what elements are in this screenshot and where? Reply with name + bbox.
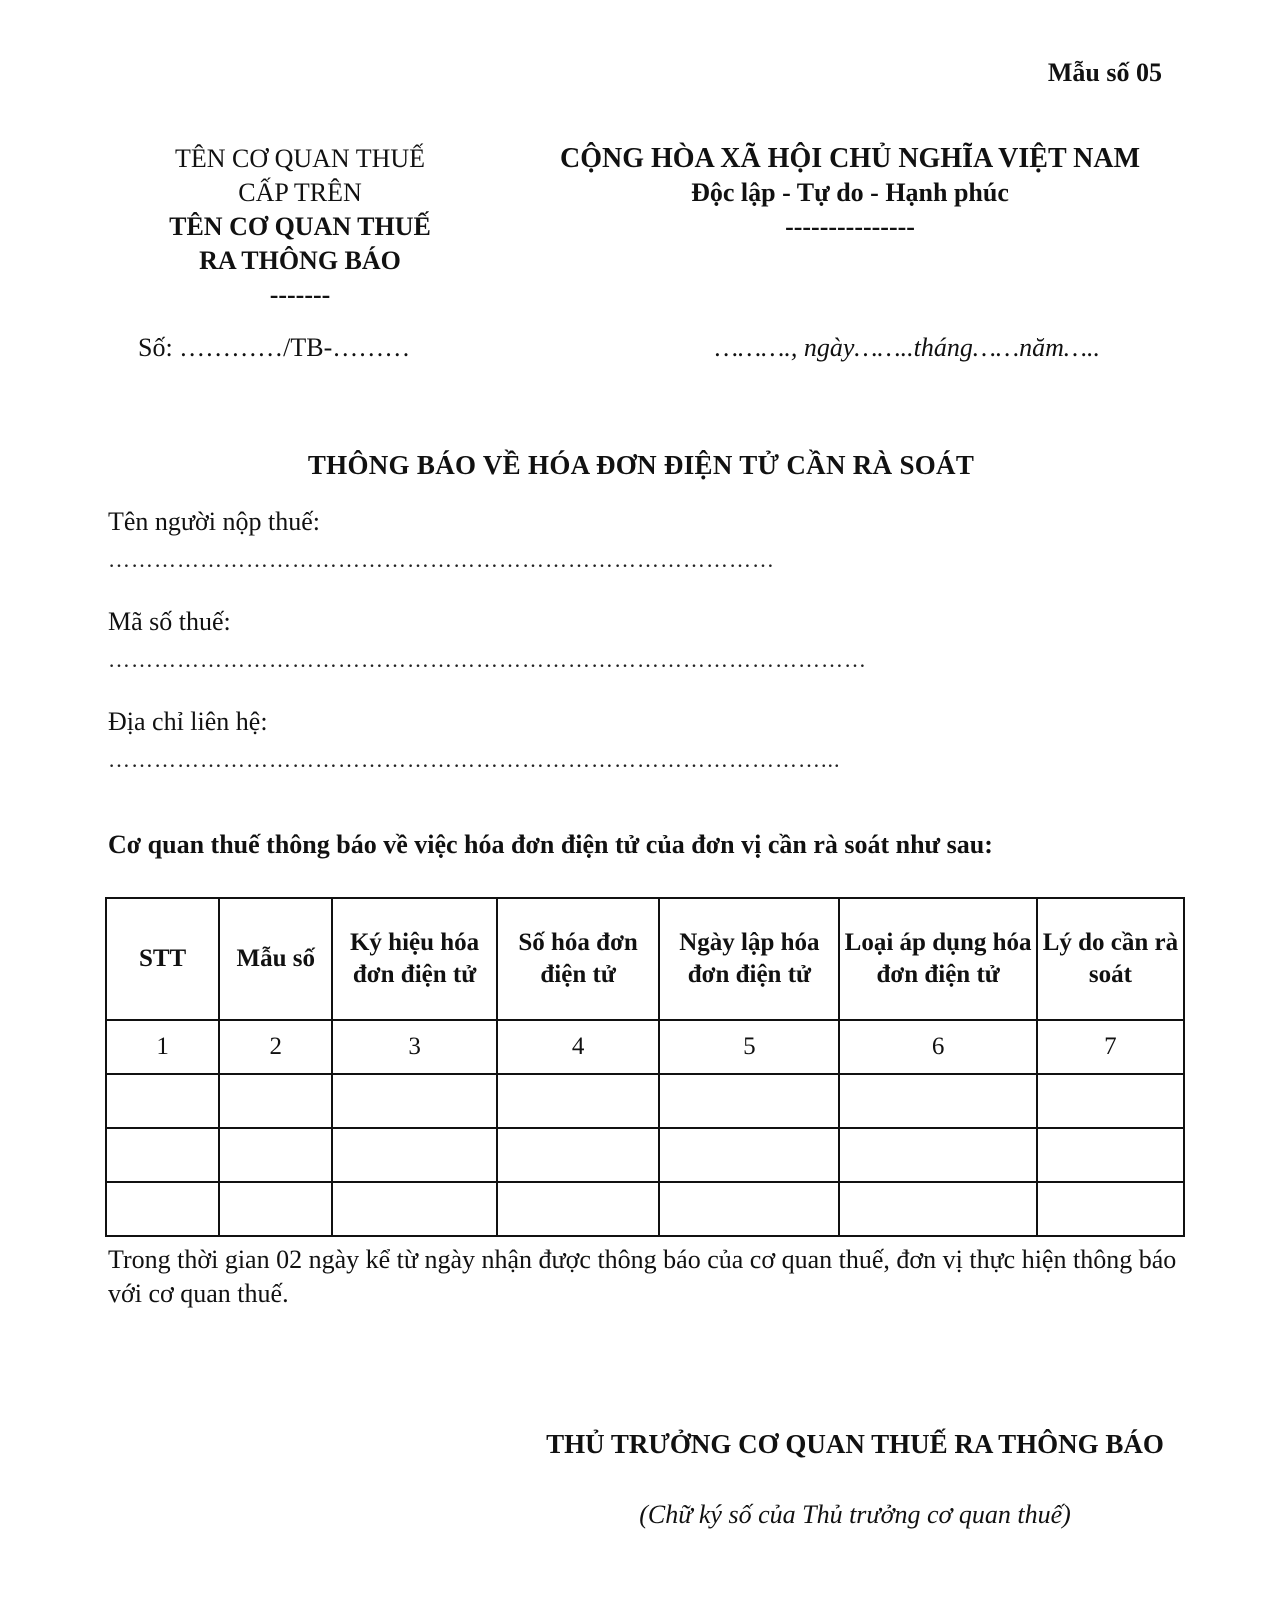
table-cell [106,1182,219,1236]
table-cell [839,1182,1036,1236]
table-cell [497,1128,660,1182]
taxpayer-name-label: Tên người nộp thuế: [108,507,320,536]
table-row [106,1128,1184,1182]
table-row [106,1182,1184,1236]
left-header-rule: ------- [269,280,331,309]
form-number: Mẫu số 05 [1047,58,1162,87]
header-invoice-type: Loại áp dụng hóa đơn điện tử [839,898,1036,1020]
table-cell [497,1182,660,1236]
column-number-row [106,1020,1184,1074]
signatory-title: THỦ TRƯỞNG CƠ QUAN THUẾ RA THÔNG BÁO [546,1429,1164,1459]
table-cell [659,1128,839,1182]
issuing-agency-line-1: TÊN CƠ QUAN THUẾ [169,212,431,241]
superior-agency-line-1: TÊN CƠ QUAN THUẾ [174,144,426,173]
table-cell [332,1074,497,1128]
reference-number: Số: …………/TB-……… [138,333,411,362]
invoice-review-table [105,897,1185,1237]
table-cell [332,1128,497,1182]
signature-note: (Chữ ký số của Thủ trưởng cơ quan thuế) [639,1500,1071,1529]
column-number: 3 [332,1020,497,1074]
document-title: THÔNG BÁO VỀ HÓA ĐƠN ĐIỆN TỬ CẦN RÀ SOÁT [307,450,975,480]
table-cell [1037,1182,1184,1236]
table-cell [1037,1074,1184,1128]
country-name: CỘNG HÒA XÃ HỘI CHỦ NGHĨA VIỆT NAM [559,143,1141,174]
table-cell [219,1182,332,1236]
tax-code-label: Mã số thuế: [108,607,231,636]
table-cell [106,1074,219,1128]
right-header-rule: --------------- [785,212,915,241]
header-invoice-date: Ngày lập hóa đơn điện tử [659,898,839,1020]
tax-code-blank: ……………………………………………………………………………………… [108,647,867,672]
header-invoice-number: Số hóa đơn điện tử [497,898,660,1020]
taxpayer-name-blank: …………………………………………………………………………… [108,547,775,572]
table-row [106,1074,1184,1128]
table-cell [659,1074,839,1128]
issuing-agency-header [130,142,470,312]
header-stt: STT [106,898,219,1020]
superior-agency-line-2: CẤP TRÊN [238,178,362,207]
table-cell [332,1182,497,1236]
address-blank: …………………………………………………………………………………... [108,747,841,772]
table-header-row [106,898,1184,1020]
header-invoice-symbol: Ký hiệu hóa đơn điện tử [332,898,497,1020]
table-cell [1037,1128,1184,1182]
date-line: ………., ngày……..tháng……năm….. [715,333,1100,362]
column-number: 4 [497,1020,660,1074]
issuing-agency-line-2: RA THÔNG BÁO [199,246,401,275]
table-cell [839,1074,1036,1128]
table-cell [659,1182,839,1236]
table-cell [839,1128,1036,1182]
table-cell [219,1074,332,1128]
national-header [530,142,1170,244]
column-number: 5 [659,1020,839,1074]
column-number: 2 [219,1020,332,1074]
table-cell [219,1128,332,1182]
column-number: 7 [1037,1020,1184,1074]
intro-statement: Cơ quan thuế thông báo về việc hóa đơn điện tử của đơn vị cần rà soát như sau: [108,830,993,859]
deadline-note: Trong thời gian 02 ngày kể từ ngày nhận được thông báo của cơ quan thuế, đơn vị thực hiện thông báo với cơ quan thuế. [108,1245,1177,1308]
column-number: 1 [106,1020,219,1074]
national-motto: Độc lập - Tự do - Hạnh phúc [691,178,1009,207]
table-cell [497,1074,660,1128]
table-cell [106,1128,219,1182]
address-label: Địa chỉ liên hệ: [108,707,268,736]
header-form-number: Mẫu số [219,898,332,1020]
header-review-reason: Lý do cần rà soát [1037,898,1184,1020]
column-number: 6 [839,1020,1036,1074]
